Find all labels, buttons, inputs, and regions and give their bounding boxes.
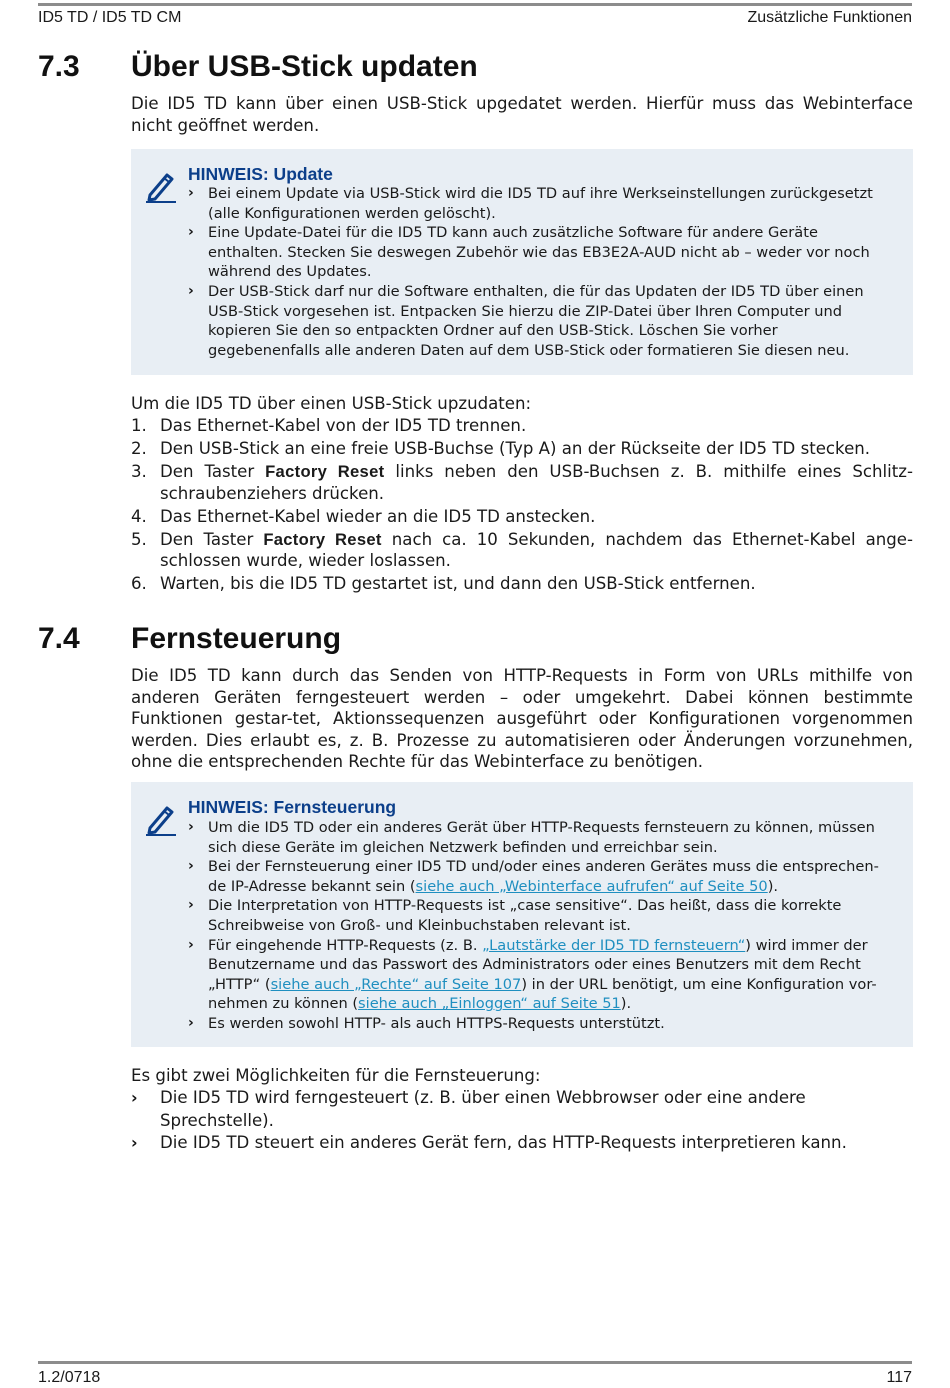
section-title: Fernsteuerung bbox=[131, 622, 342, 655]
step-item bbox=[131, 461, 913, 504]
step-text: Den USB-Stick an eine freie USB-Buchse (Typ A) an der Rückseite der ID5 TD stecken. bbox=[160, 439, 871, 458]
link-webinterface[interactable]: siehe auch „Webinterface aufrufen“ auf Seite 50 bbox=[415, 877, 768, 895]
list-item bbox=[188, 896, 887, 935]
step-number: 2. bbox=[131, 439, 147, 458]
note-box-remote bbox=[131, 782, 913, 1047]
step-number: 1. bbox=[131, 416, 147, 435]
factory-reset-label: Factory Reset bbox=[263, 529, 382, 549]
list-item-text: Bei der Fernsteuerung einer ID5 TD und/oder eines anderen Gerätes muss die entsprechen-de IP-Adresse bekannt sein ( bbox=[208, 858, 879, 895]
options-intro-text: Es gibt zwei Möglichkeiten für die Fernsteuerung: bbox=[131, 1066, 541, 1085]
pencil-icon bbox=[145, 169, 177, 203]
chevron-right-icon: › bbox=[188, 819, 194, 835]
step-item bbox=[131, 529, 913, 572]
step-text: links neben den USB-Buchsen z. B. mithilfe eines Schlitz-schraubenziehers drücken. bbox=[160, 462, 913, 503]
list-item-text: Die ID5 TD wird ferngesteuert (z. B. über einen Webbrowser oder eine andere Sprechstelle). bbox=[160, 1088, 806, 1130]
list-item-text: Die ID5 TD steuert ein anderes Gerät fern, das HTTP-Requests interpretieren kann. bbox=[160, 1133, 847, 1152]
list-item bbox=[188, 184, 887, 223]
chevron-right-icon: › bbox=[188, 282, 194, 299]
list-item bbox=[188, 223, 887, 282]
step-number: 6. bbox=[131, 574, 147, 593]
options-list bbox=[131, 1087, 913, 1155]
intro-text: Die ID5 TD kann über einen USB-Stick upgedatet werden. Hierfür muss das Webinterface nicht geöffnet werden. bbox=[131, 94, 913, 135]
section-intro bbox=[131, 665, 913, 773]
step-item bbox=[131, 415, 913, 437]
header-doc-title: ID5 TD / ID5 TD CM bbox=[38, 9, 182, 26]
step-number: 3. bbox=[131, 462, 147, 481]
note-title: HINWEIS: Update bbox=[188, 164, 333, 184]
list-item-text: Bei einem Update via USB-Stick wird die ID5 TD auf ihre Werkseinstellungen zurückgesetzt (alle Konfigurationen werden gelöscht). bbox=[208, 185, 873, 222]
step-text: nach ca. 10 Sekunden, nachdem das Ethernet-Kabel ange-schlossen wurde, wieder loslassen. bbox=[160, 529, 913, 570]
section-number: 7.4 bbox=[38, 622, 80, 655]
step-text: Das Ethernet-Kabel von der ID5 TD trennen. bbox=[160, 416, 527, 435]
section-number: 7.3 bbox=[38, 50, 80, 83]
pencil-icon bbox=[145, 802, 177, 836]
note-list bbox=[188, 818, 887, 1034]
header-chapter-title: Zusätzliche Funktionen bbox=[747, 9, 912, 26]
note-title: HINWEIS: Fernsteuerung bbox=[188, 797, 397, 817]
list-item bbox=[131, 1087, 913, 1132]
steps-intro-text: Um die ID5 TD über einen USB-Stick upzudaten: bbox=[131, 394, 532, 413]
list-item bbox=[131, 1132, 913, 1155]
factory-reset-label: Factory Reset bbox=[265, 462, 385, 481]
step-text: Den Taster bbox=[160, 529, 264, 549]
list-item-text: ) wird immer der Benutzername und das Passwort des Administrators oder eines Benutzers mit dem Recht „HTTP“ ( bbox=[208, 936, 868, 993]
list-item-text: ) in der URL benötigt, um eine Konfiguration vor-nehmen zu können ( bbox=[208, 975, 877, 1013]
chevron-right-icon: › bbox=[188, 858, 194, 875]
list-item bbox=[188, 1014, 887, 1034]
step-text: Das Ethernet-Kabel wieder an die ID5 TD anstecken. bbox=[160, 506, 596, 526]
list-item-text: ). bbox=[620, 995, 632, 1013]
list-item-text: ). bbox=[767, 877, 779, 895]
list-item bbox=[188, 818, 887, 857]
footer-version: 1.2/0718 bbox=[38, 1369, 101, 1386]
list-item-text: Um die ID5 TD oder ein anderes Gerät über HTTP-Requests fernsteuern zu können, müssen sich diese Geräte im gleichen Netzwerk befinden und erreichbar sein. bbox=[208, 819, 875, 856]
list-item-text: Für eingehende HTTP-Requests (z. B. bbox=[208, 936, 483, 954]
list-item bbox=[188, 857, 887, 896]
list-item-text: Die Interpretation von HTTP-Requests ist „case sensitive“. Das heißt, dass die korrekte Schreibweise von Groß- und Kleinbuchstaben relevant ist. bbox=[208, 897, 842, 934]
chevron-right-icon: › bbox=[188, 185, 194, 201]
steps-intro bbox=[131, 393, 913, 415]
list-item bbox=[188, 936, 887, 1014]
link-rechte[interactable]: siehe auch „Rechte“ auf Seite 107 bbox=[270, 975, 522, 993]
page-number: 117 bbox=[886, 1369, 912, 1386]
list-item-text: Eine Update-Datei für die ID5 TD kann auch zusätzliche Software für andere Geräte enthalten. Stecken Sie deswegen Zubehör wie das EB3E2A-AUD nicht ab – weder vor noch während des Updates. bbox=[208, 224, 870, 281]
chevron-right-icon: › bbox=[188, 1014, 194, 1031]
link-lautstaerke[interactable]: „Lautstärke der ID5 TD fernsteuern“ bbox=[482, 936, 746, 954]
options-intro bbox=[131, 1065, 913, 1087]
section-intro bbox=[131, 93, 913, 136]
header-rule bbox=[38, 3, 912, 6]
chevron-right-icon: › bbox=[188, 936, 194, 953]
link-einloggen[interactable]: siehe auch „Einloggen“ auf Seite 51 bbox=[358, 995, 621, 1013]
step-item bbox=[131, 506, 913, 528]
chevron-right-icon: › bbox=[131, 1133, 138, 1152]
chevron-right-icon: › bbox=[188, 897, 194, 914]
step-text: Warten, bis die ID5 TD gestartet ist, und dann den USB-Stick entfernen. bbox=[160, 574, 756, 593]
chevron-right-icon: › bbox=[131, 1088, 138, 1107]
step-item bbox=[131, 438, 913, 460]
intro-text: Die ID5 TD kann durch das Senden von HTTP-Requests in Form von URLs mithilfe von anderen Geräten ferngesteuert werden – oder umgekehrt. Dabei können bestimmte Funktionen gestar-tet, Aktionssequenzen ausgeführt oder Konfigurationen vorgenommen werden. Dies erlaubt es, z. B. Prozesse zu automatisieren oder Änderungen vorzunehmen, ohne die entsprechenden Rechte für das Webinterface zu benötigen. bbox=[131, 666, 913, 771]
list-item bbox=[188, 282, 887, 360]
footer-rule bbox=[38, 1361, 912, 1364]
step-list bbox=[131, 415, 913, 596]
step-number: 5. bbox=[131, 529, 147, 549]
chevron-right-icon: › bbox=[188, 224, 194, 241]
step-item bbox=[131, 573, 913, 595]
section-title: Über USB-Stick updaten bbox=[131, 50, 478, 83]
note-list bbox=[188, 184, 887, 360]
note-box-update bbox=[131, 149, 913, 375]
list-item-text: Der USB-Stick darf nur die Software enthalten, die für das Updaten der ID5 TD über einen USB-Stick vorgesehen ist. Entpacken Sie hierzu die ZIP-Datei über Ihren Computer und kopieren Sie den so entpackten Ordner auf den USB-Stick. Löschen Sie vorher gegebenenfalls alle anderen Daten auf dem USB-Stick oder formatieren Sie diesen neu. bbox=[208, 282, 864, 359]
list-item-text: Es werden sowohl HTTP- als auch HTTPS-Requests unterstützt. bbox=[208, 1014, 665, 1032]
step-number: 4. bbox=[131, 506, 147, 526]
step-text: Den Taster bbox=[160, 462, 266, 481]
